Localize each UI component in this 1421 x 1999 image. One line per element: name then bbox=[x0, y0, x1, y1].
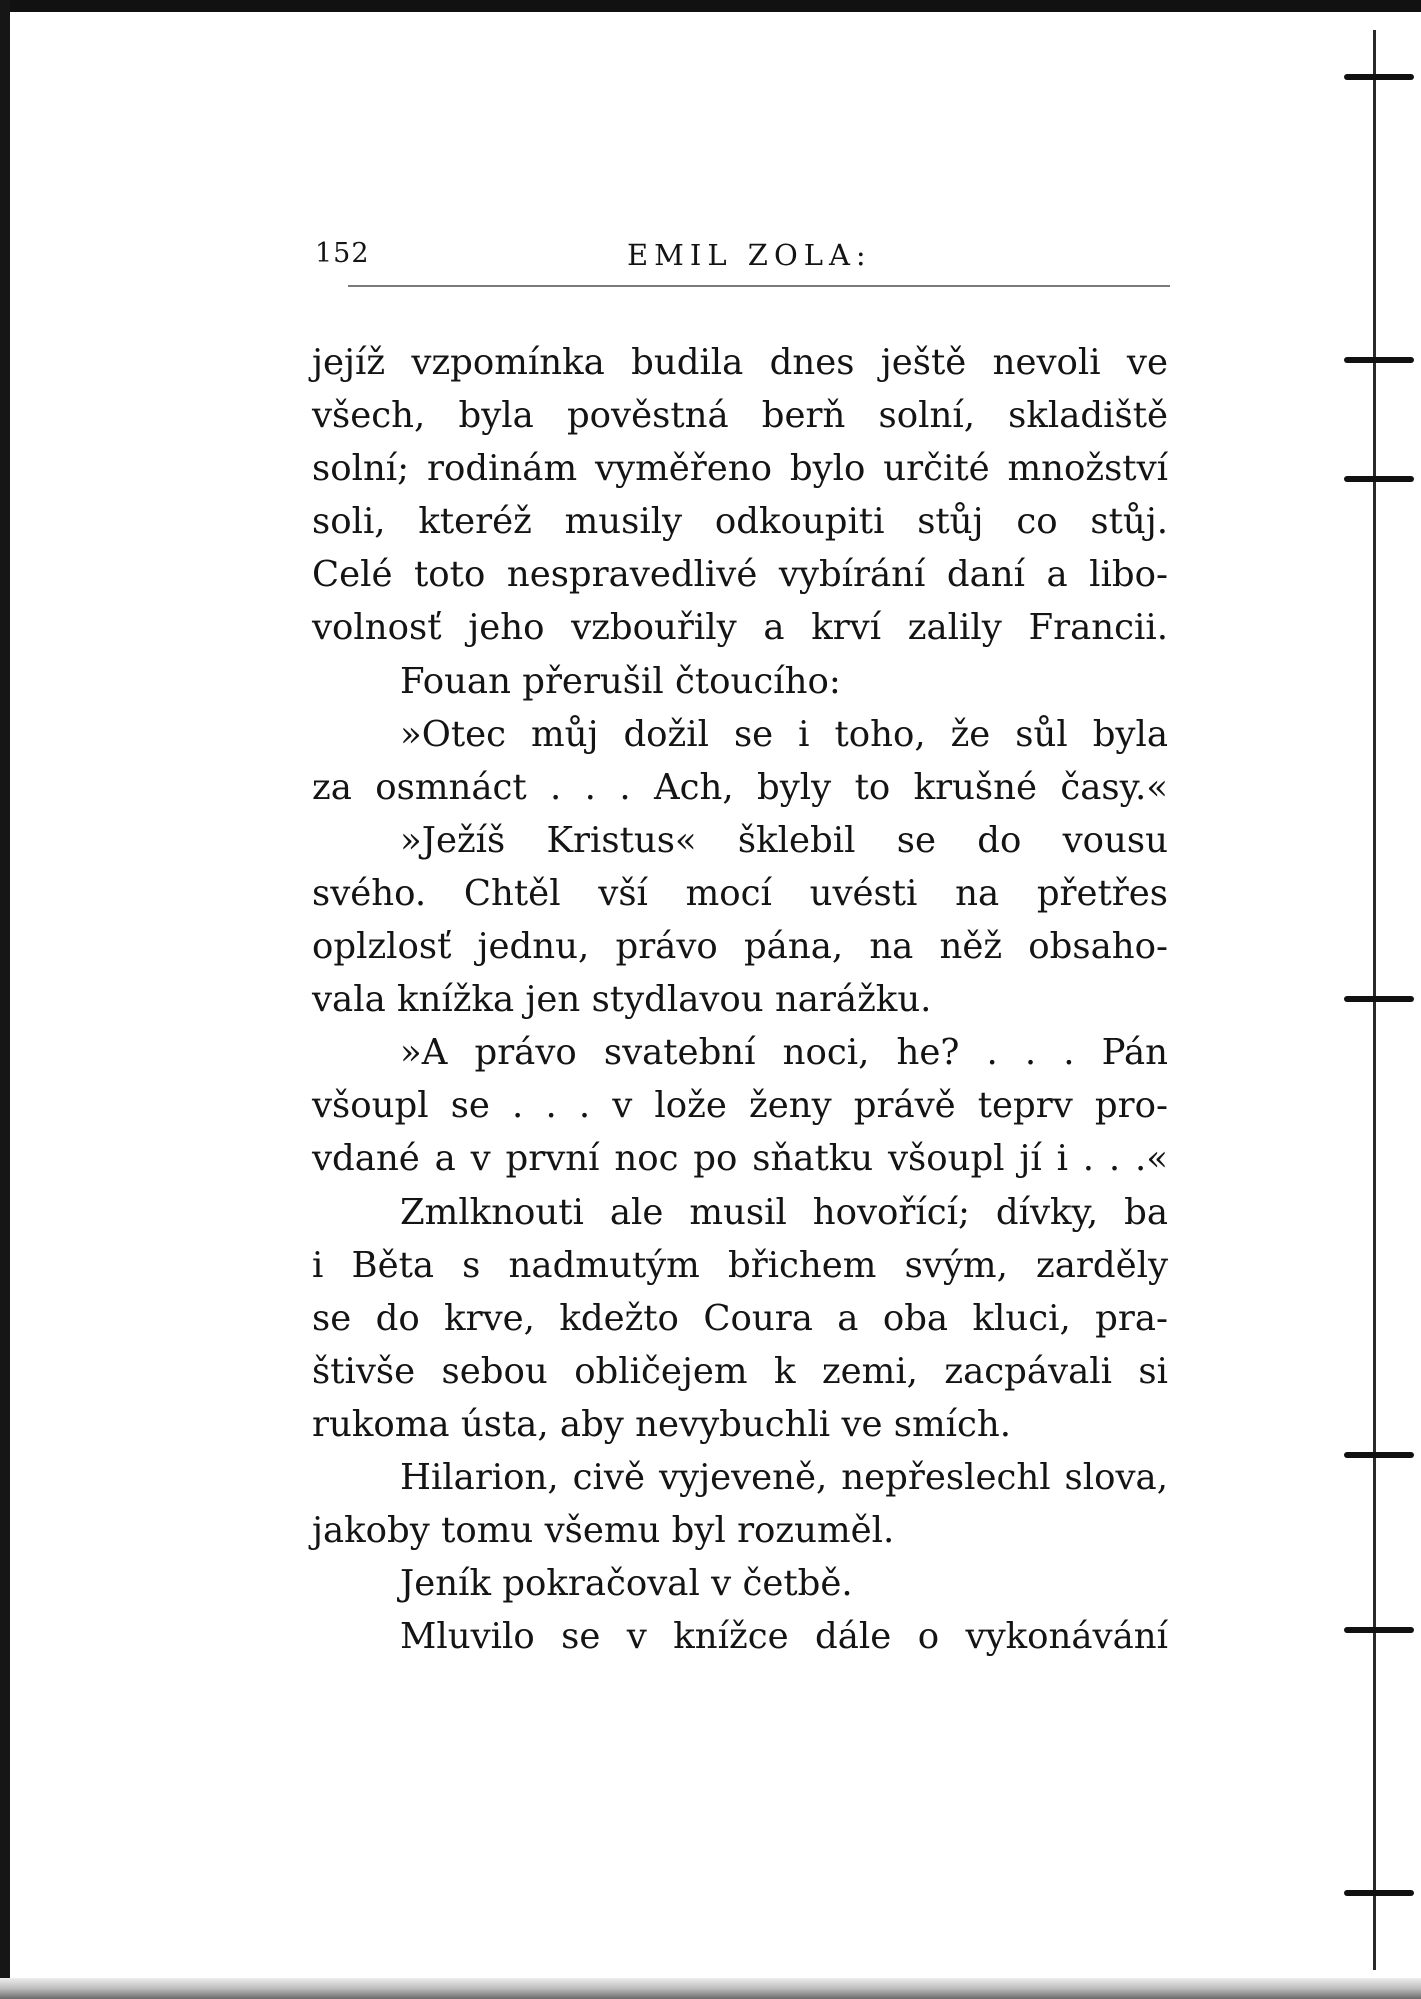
text-line: rukoma ústa, aby nevybuchli ve smích. bbox=[312, 1403, 1012, 1445]
text-line: všoupl se . . . v lože ženy právě teprv pro- bbox=[312, 1085, 1168, 1127]
text-line: »A právo svatební noci, he? . . . Pán bbox=[400, 1032, 1168, 1074]
text-line: jakoby tomu všemu byl rozuměl. bbox=[312, 1510, 895, 1552]
text-line: Hilarion, civě vyjeveně, nepřeslechl slova, bbox=[400, 1456, 1168, 1498]
text-line: »Ježíš Kristus« šklebil se do vousu bbox=[400, 819, 1168, 861]
text-line: štivše sebou obličejem k zemi, zacpávali si bbox=[312, 1350, 1168, 1392]
text-line: vdané a v první noc po sňatku všoupl jí i . . .« bbox=[312, 1138, 1168, 1180]
text-line: Jeník pokračoval v četbě. bbox=[400, 1563, 853, 1605]
text-line: Mluvilo se v knížce dále o vykonávání bbox=[400, 1616, 1168, 1658]
text-line: svého. Chtěl vší mocí uvésti na přetřes bbox=[312, 872, 1168, 914]
binding-mark bbox=[1344, 357, 1414, 363]
text-line: Fouan přerušil čtoucího: bbox=[400, 660, 841, 702]
text-line: i Běta s nadmutým břichem svým, zarděly bbox=[312, 1244, 1168, 1286]
text-line: jejíž vzpomínka budila dnes ještě nevoli ve bbox=[312, 342, 1168, 383]
binding-mark bbox=[1344, 1452, 1414, 1458]
binding-mark bbox=[1344, 74, 1414, 80]
binding-mark bbox=[1344, 1627, 1414, 1633]
binding-mark bbox=[1344, 476, 1414, 482]
text-line: vala knížka jen stydlavou narážku. bbox=[312, 979, 932, 1021]
running-head: EMIL ZOLA: bbox=[627, 238, 872, 272]
page-number: 152 bbox=[315, 238, 370, 269]
text-line: všech, byla pověstná berň solní, skladiště bbox=[312, 395, 1168, 437]
text-line: Zmlknouti ale musil hovořící; dívky, ba bbox=[400, 1191, 1168, 1233]
text-line: volnosť jeho vzbouřily a krví zalily Francii. bbox=[312, 607, 1168, 649]
text-line: »Otec můj dožil se i toho, že sůl byla bbox=[400, 713, 1168, 755]
header-rule bbox=[348, 285, 1170, 287]
scan-edge-top bbox=[0, 0, 1421, 12]
text-line: soli, kteréž musily odkoupiti stůj co stůj. bbox=[312, 501, 1168, 543]
text-line: se do krve, kdežto Coura a oba kluci, pra- bbox=[312, 1297, 1168, 1339]
text-line: solní; rodinám vyměřeno bylo určité množství bbox=[312, 448, 1168, 490]
scan-edge-left bbox=[0, 0, 10, 1999]
binding-mark bbox=[1344, 1890, 1414, 1896]
page-header bbox=[315, 238, 1170, 278]
text-line: Celé toto nespravedlivé vybírání daní a libo- bbox=[312, 554, 1168, 596]
binding-mark bbox=[1344, 996, 1414, 1002]
body-text bbox=[312, 336, 1168, 1663]
scan-edge-bottom bbox=[0, 1978, 1421, 1999]
text-line: za osmnáct . . . Ach, byly to krušné časy.« bbox=[312, 766, 1168, 808]
text-line: oplzlosť jednu, právo pána, na něž obsaho- bbox=[312, 926, 1168, 968]
